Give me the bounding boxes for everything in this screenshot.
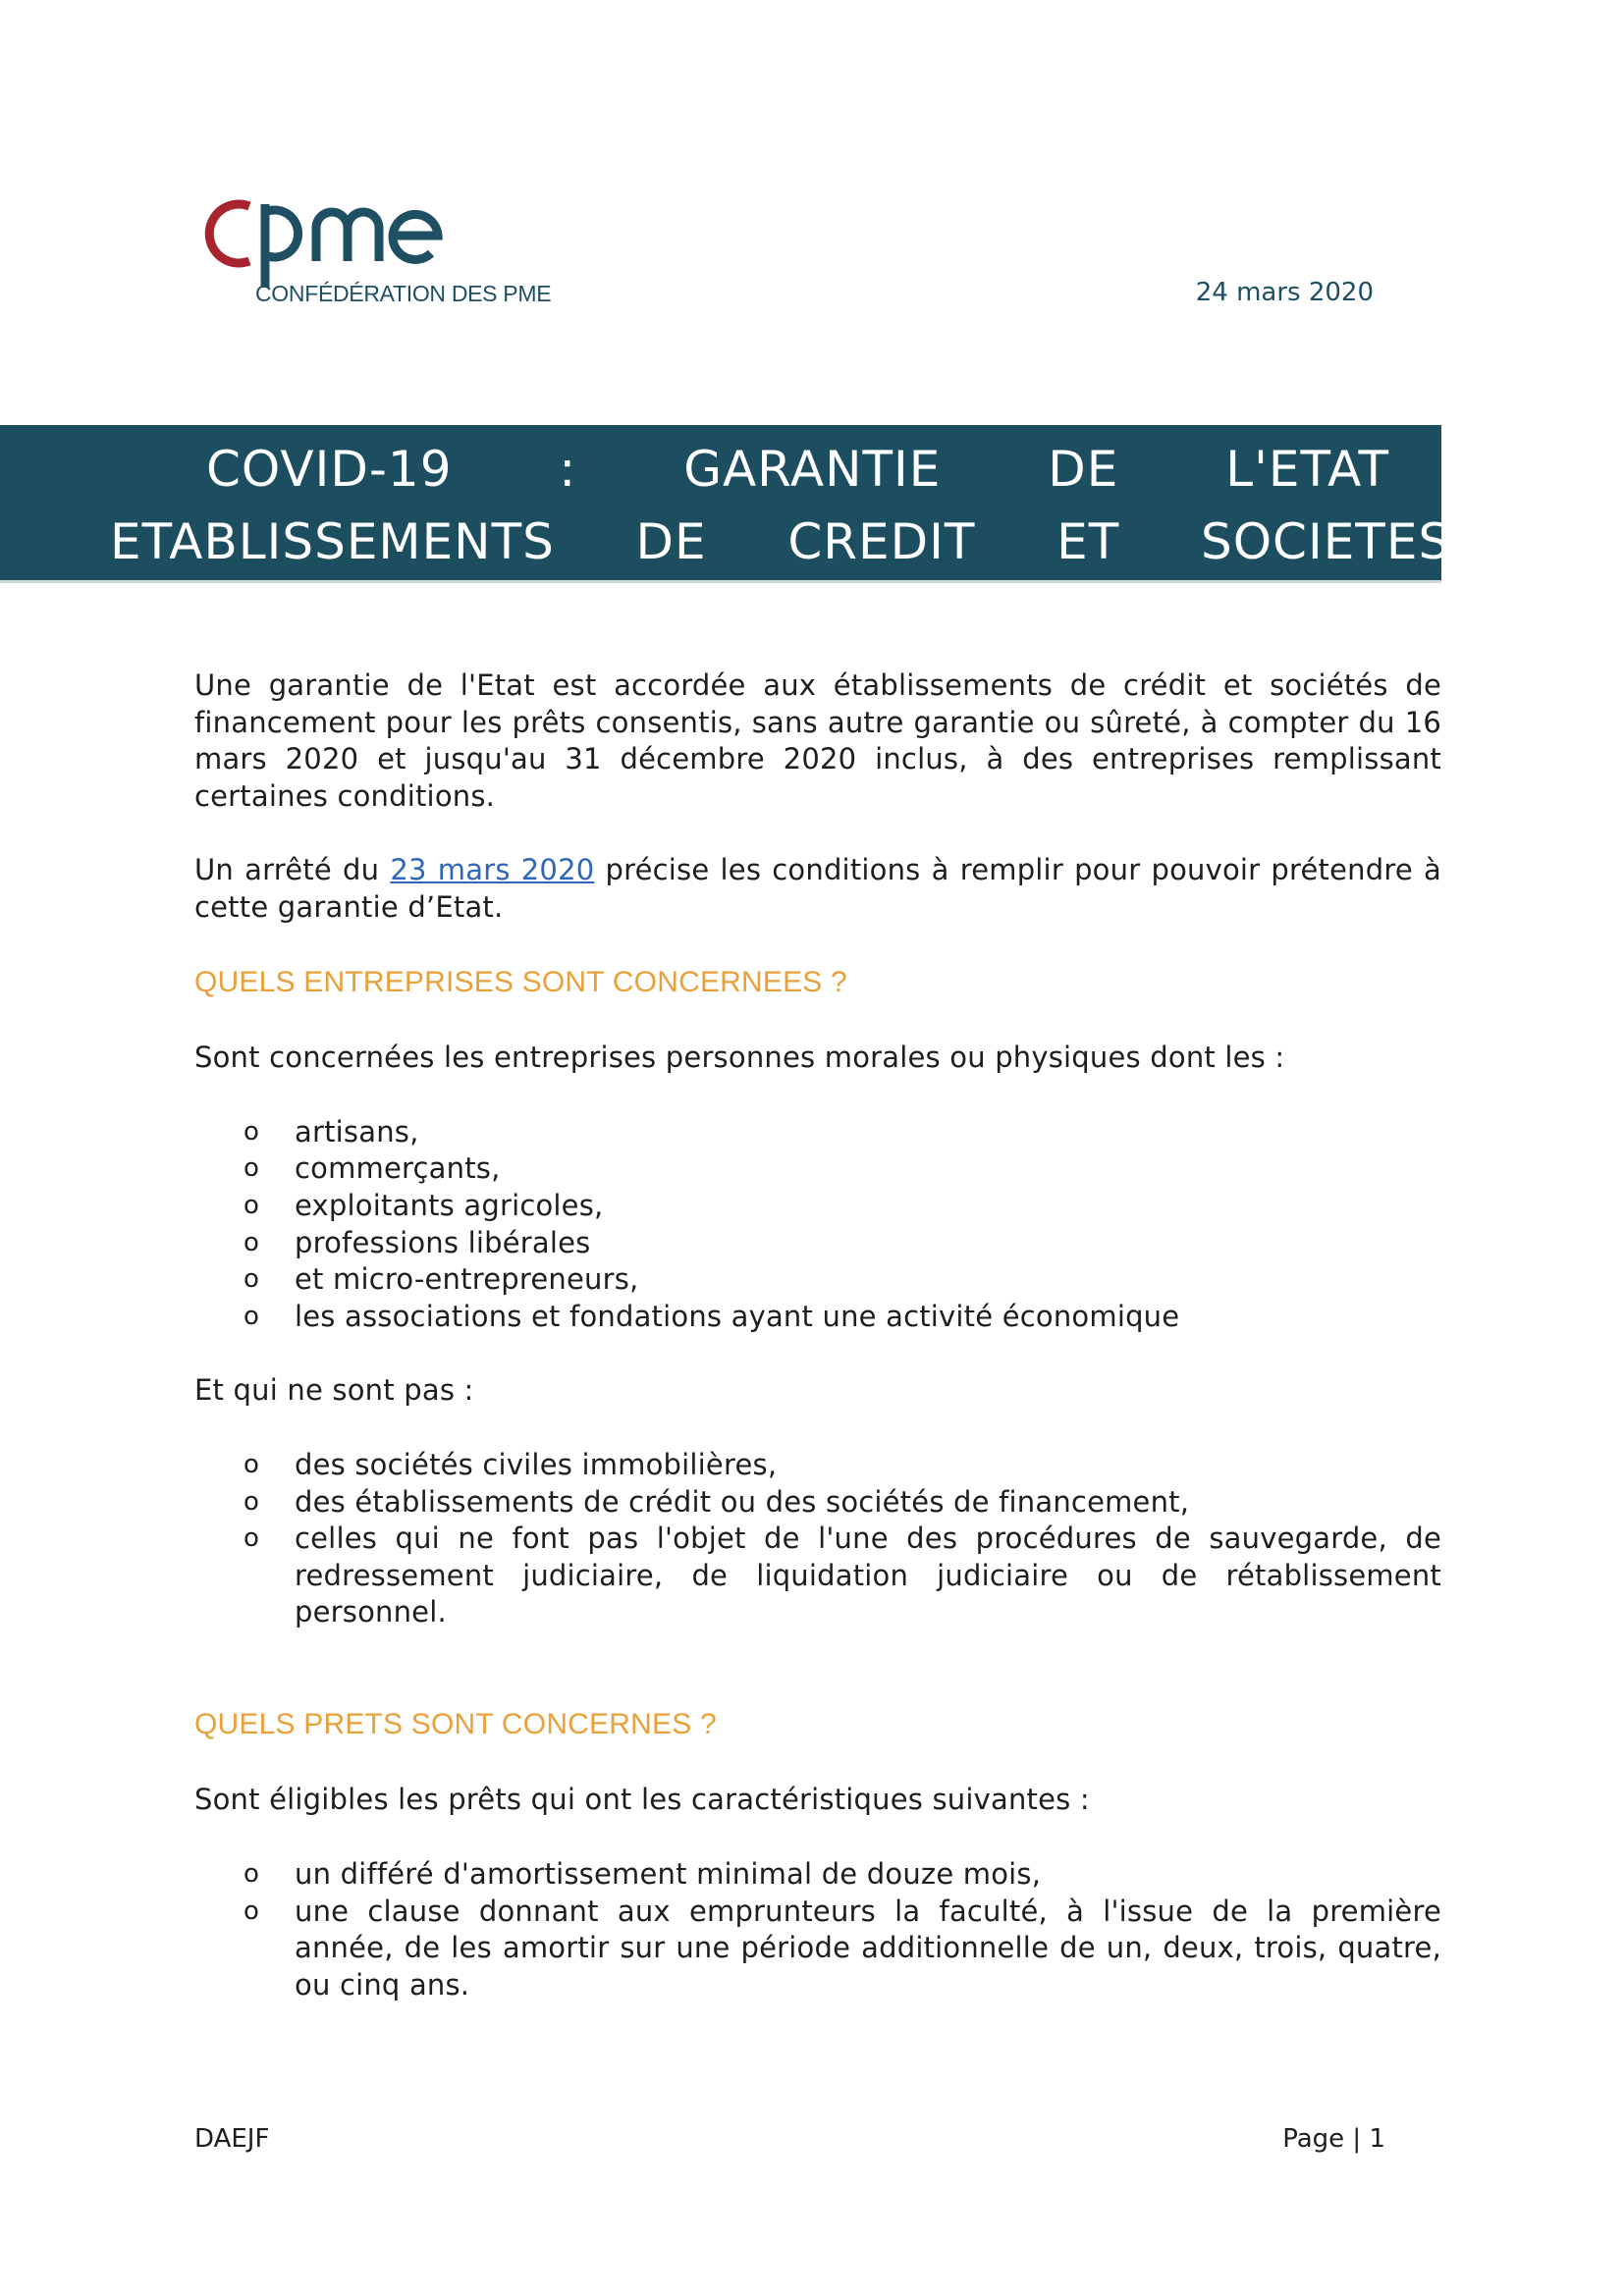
title-line-2: ETABLISSEMENTS DE CREDIT ET SOCIETES DE — [110, 513, 1602, 570]
document-body — [194, 667, 1441, 2041]
section1-lead-2: Et qui ne sont pas : — [194, 1373, 474, 1408]
list-item: o et micro-entrepreneurs, — [194, 1261, 1441, 1299]
bullet: o — [244, 1859, 260, 1890]
section2-lead: Sont éligibles les prêts qui ont les caractéristiques suivantes : — [194, 1783, 1090, 1817]
list-item: o commerçants, — [194, 1150, 1441, 1188]
bullet: o — [244, 1301, 260, 1331]
bullet: o — [244, 1523, 260, 1554]
arrete-link[interactable]: 23 mars 2020 — [390, 853, 595, 887]
bullet: o — [244, 1264, 260, 1295]
list-item: o exploitants agricoles, — [194, 1188, 1441, 1225]
list-item: o celles qui ne font pas l'objet de l'une des procédures de sauvegarde, de redressement judiciaire, de liquidation judiciaire ou de rétablissement personnel. — [244, 1522, 1441, 1629]
loan-features-list — [194, 1856, 1441, 2003]
list-item: o artisans, — [194, 1114, 1441, 1151]
eligible-entities-list — [194, 1114, 1441, 1336]
list-item: o des sociétés civiles immobilières, — [194, 1447, 1441, 1484]
cpme-logo — [192, 185, 566, 312]
logo-subtitle: CONFÉDÉRATION DES PME — [255, 281, 552, 306]
list-item: o professions libérales — [194, 1225, 1441, 1262]
footer-department: DAEJF — [194, 2124, 270, 2154]
document-date: 24 mars 2020 — [1195, 278, 1374, 307]
list-item: o un différé d'amortissement minimal de douze mois, — [194, 1856, 1441, 1894]
section1-lead: Sont concernées les entreprises personnes morales ou physiques dont les : — [194, 1041, 1285, 1075]
intro-p2-before: Un arrêté du — [194, 853, 391, 887]
section-heading-prets: QUELS PRETS SONT CONCERNES ? — [194, 1707, 717, 1740]
bullet: o — [244, 1227, 260, 1257]
intro-paragraph-2 — [194, 852, 1441, 926]
page-number: Page | 1 — [1282, 2124, 1385, 2154]
bullet: o — [244, 1116, 260, 1147]
cpme-logo-mark — [192, 185, 487, 293]
intro-p2-after: précise les conditions à remplir pour pouvoir prétendre à cette garantie d’Etat. — [194, 853, 1441, 924]
bullet: o — [244, 1486, 260, 1517]
list-item: o les associations et fondations ayant une activité économique — [194, 1299, 1441, 1336]
excluded-entities-list — [194, 1447, 1441, 1631]
bullet: o — [244, 1896, 260, 1926]
list-item: o une clause donnant aux emprunteurs la faculté, à l'issue de la première année, de les amortir sur une période additionnelle de un, deux, trois, quatre, ou cinq ans. — [244, 1894, 1441, 2002]
bullet: o — [244, 1190, 260, 1220]
section-heading-entreprises: QUELS ENTREPRISES SONT CONCERNEES ? — [194, 965, 847, 998]
title-line-1: COVID-19 : GARANTIE DE L'ETAT AUX — [206, 441, 1602, 498]
list-item: o des établissements de crédit ou des sociétés de financement, — [194, 1484, 1441, 1522]
intro-paragraph-1: Une garantie de l'Etat est accordée aux établissements de crédit et sociétés de financement pour les prêts consentis, sans autre garantie ou sûreté, à compter du 16 mars 2020 et jusqu'au 31 décembre 2020 inclus, à des entreprises remplissant certaines conditions. — [194, 668, 1441, 813]
bullet: o — [244, 1153, 260, 1184]
bullet: o — [244, 1449, 260, 1479]
